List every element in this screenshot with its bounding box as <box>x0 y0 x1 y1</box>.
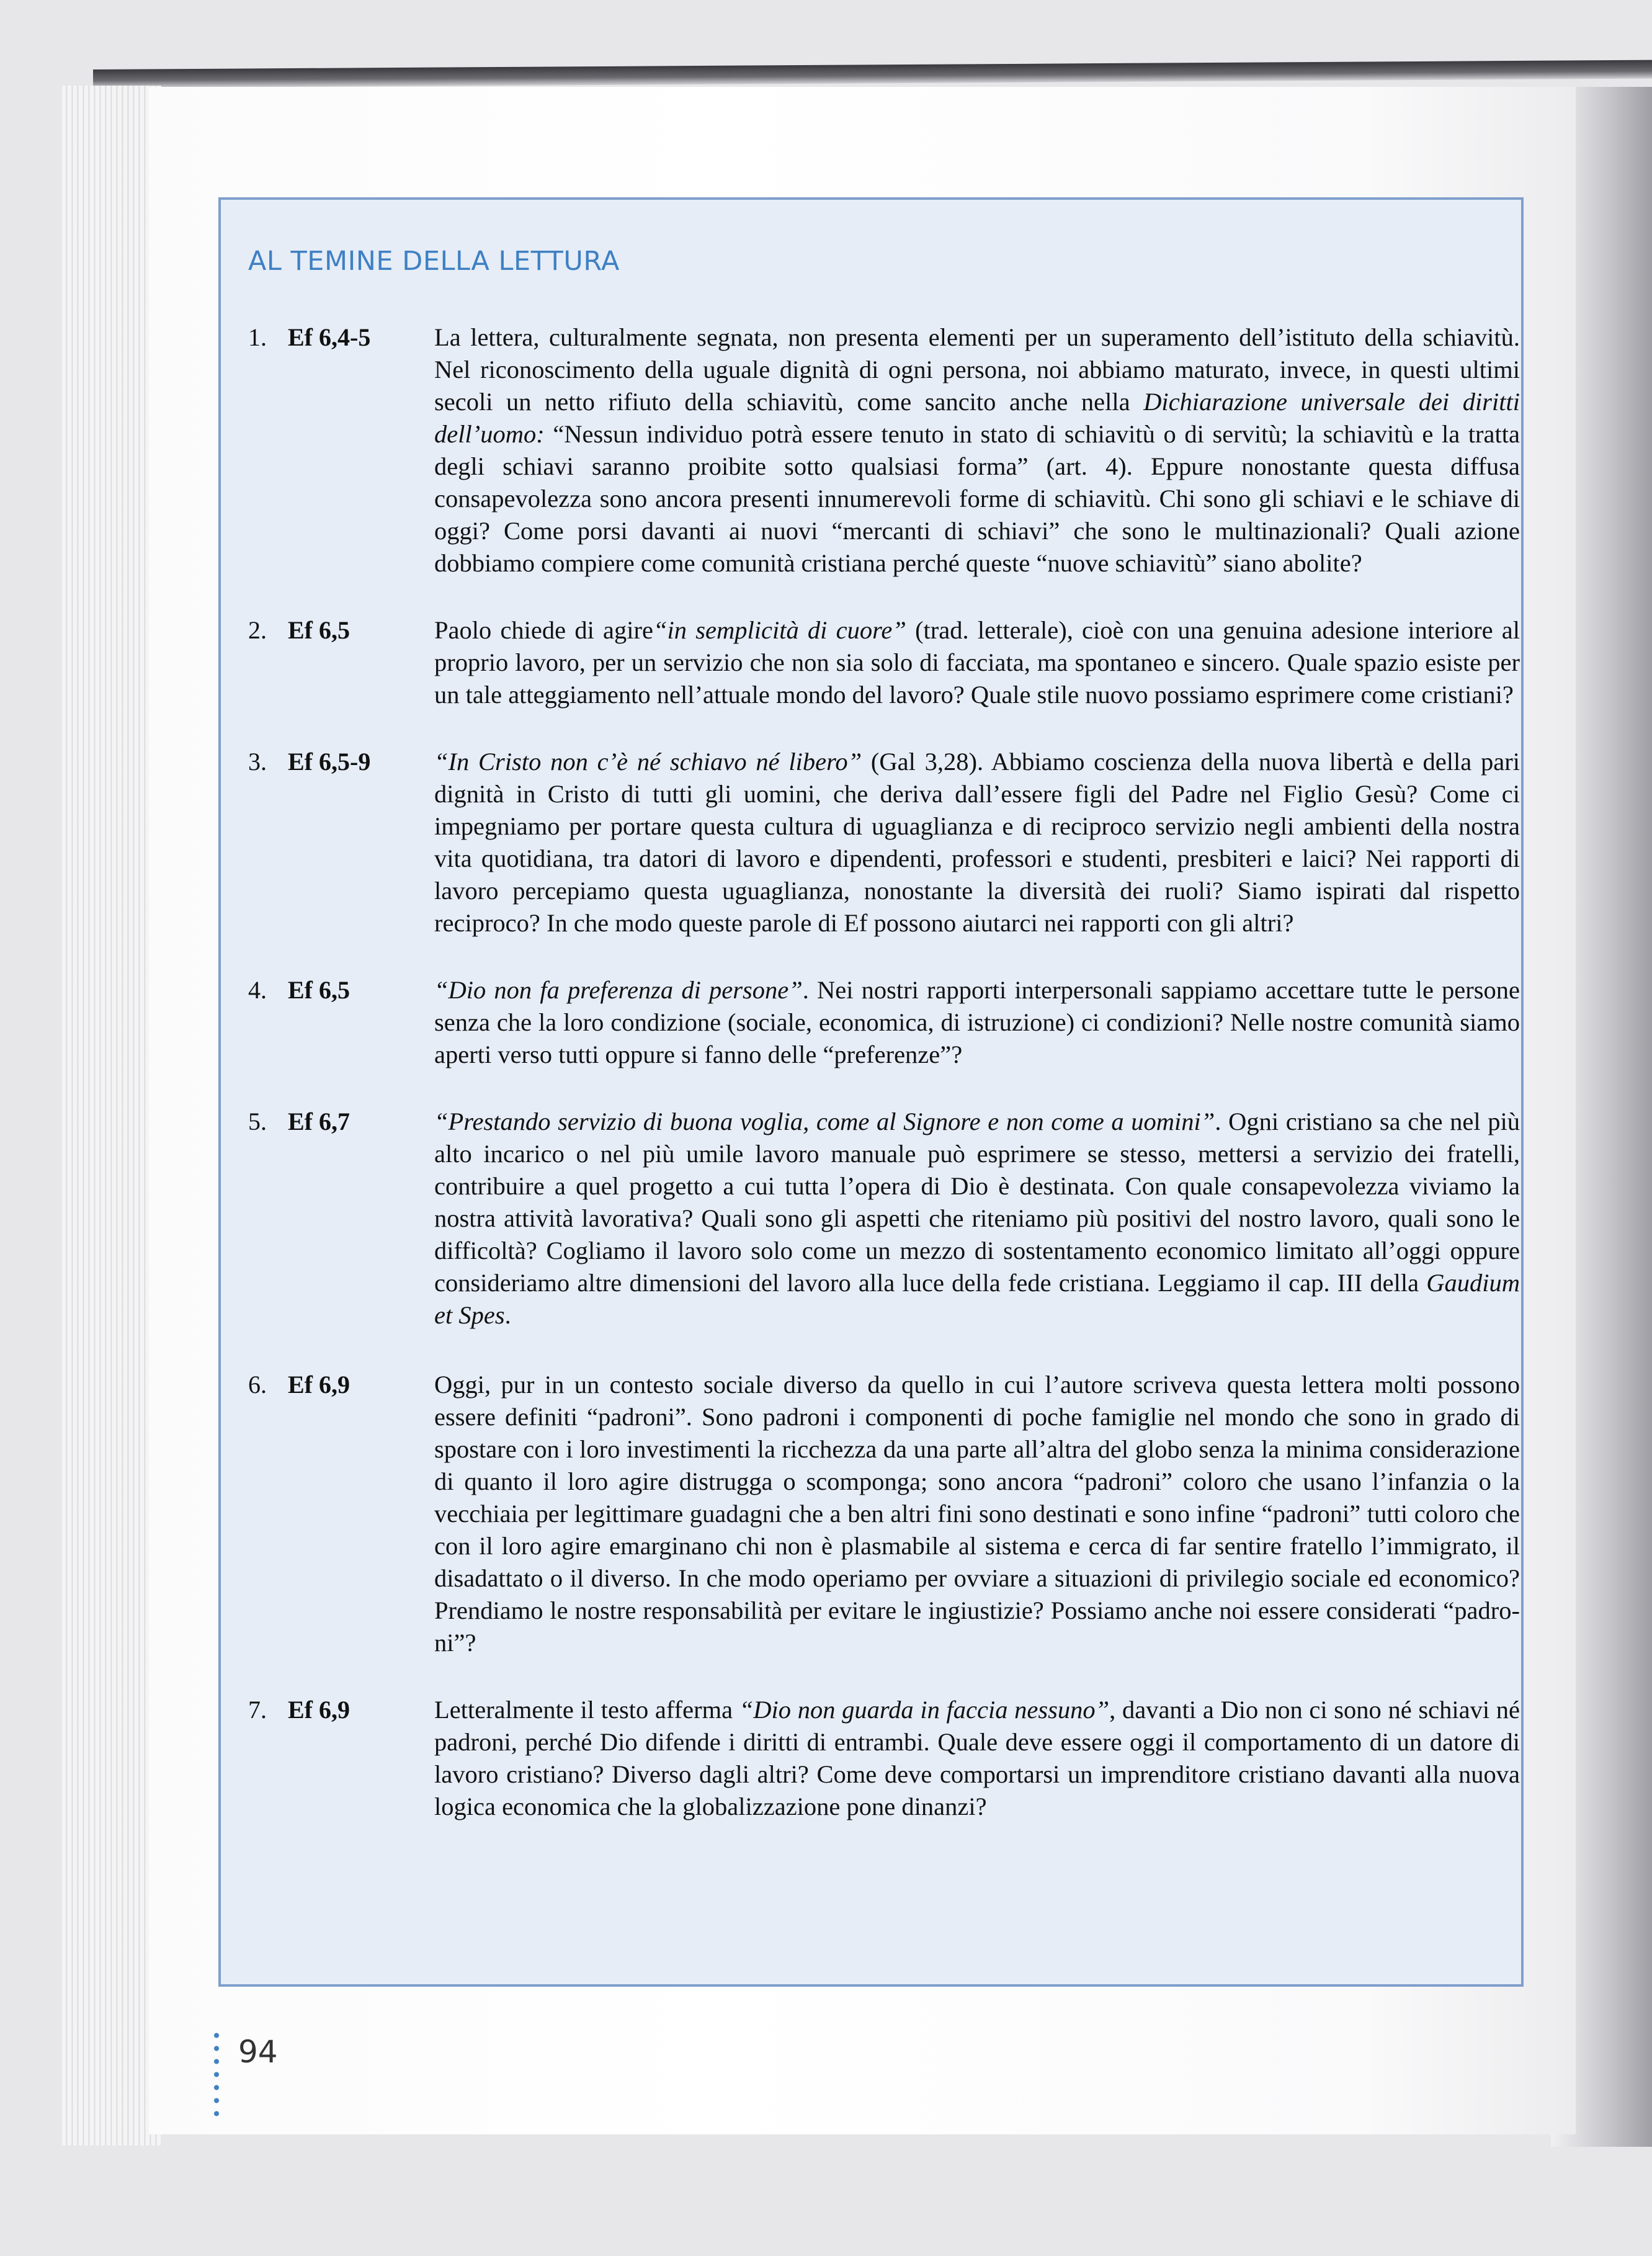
entry-reference: Ef 6,9 <box>288 1696 350 1724</box>
entry-1 <box>248 321 1524 580</box>
entry-number: 6. <box>248 1371 267 1399</box>
entry-text <box>434 974 1520 1071</box>
text-segment: Letteralmente il testo afferma <box>434 1696 739 1724</box>
entry-7 <box>248 1694 1524 1823</box>
italic-text-segment: “Dio non fa preferenza di persone” <box>434 976 803 1004</box>
entry-4 <box>248 974 1524 1071</box>
entry-reference: Ef 6,7 <box>288 1108 350 1135</box>
entry-3 <box>248 746 1524 939</box>
text-segment: (trad. letterale), cioè con una genuina adesione interiore al proprio lavoro, per un servizio che non sia solo di facciata, ma spontaneo e sincero. Quale spazio esiste per un tale atteggiamento nell’attuale mondo del lavoro? Quale stile nuovo possiamo esprimere come cristiani? <box>434 616 1520 709</box>
italic-text-segment: Gaudium et Spes <box>434 1269 1520 1329</box>
text-segment: , davanti a Dio non ci sono né schiavi né padroni, perché Dio difende i diritti di entrambi. Quale deve essere oggi il comportamento di un datore di lavoro cristiano? Diverso dagli altri? Come deve comportarsi un imprenditore cristiano davanti alla nuova logica economica che la globalizzazione pone dinanzi? <box>434 1696 1520 1820</box>
page-number: 94 <box>238 2034 278 2070</box>
entry-reference: Ef 6,4-5 <box>288 323 371 351</box>
text-segment: “Nessun individuo potrà essere tenuto in stato di schiavitù o di servitù; la schiavitù e la tratta degli schiavi saranno proibite sotto qualsiasi forma” (art. 4). Eppure nonostante questa diffusa consapevolezza sono ancora presenti innumerevoli forme di schiavitù. Chi sono gli schiavi e le schiave di oggi? Come porsi davanti ai nuovi “mercanti di schiavi” che sono le multinazionali? Quali azione dobbiamo compiere come comunità cristiana perché queste “nuove schiavitù” siano abolite? <box>434 420 1520 577</box>
entry-reference: Ef 6,5 <box>288 616 350 644</box>
entry-2 <box>248 614 1524 711</box>
entry-number: 2. <box>248 616 267 644</box>
italic-text-segment: “Dio non guarda in faccia nessuno” <box>739 1696 1110 1724</box>
text-segment: . Ogni cristiano sa che nel più alto incarico o nel più umile lavoro manuale può esprimere se stesso, mettersi a servizio dei fratelli, contribuire a quel progetto a cui tutta l’opera di Dio è destinata. Con quale consapevolezza viviamo la nostra attività lavorativa? Quali sono gli aspetti che riteniamo più positivi del nostro lavoro, quali sono le difficoltà? Cogliamo il lavoro solo come un mezzo di sostentamento economico limitato all’oggi oppure consideriamo altre dimensioni del lavoro alla luce della fede cristiana. Leggiamo il cap. III della <box>434 1108 1520 1297</box>
entry-text <box>434 1106 1520 1332</box>
text-segment: . <box>504 1301 511 1329</box>
entry-6 <box>248 1369 1524 1659</box>
entry-number: 5. <box>248 1108 267 1135</box>
entry-5 <box>248 1106 1524 1332</box>
entry-text <box>434 321 1520 580</box>
entry-number: 1. <box>248 323 267 351</box>
entry-text <box>434 1369 1520 1659</box>
text-segment: Oggi, pur in un contesto sociale diverso da quello in cui l’autore scriveva questa lettera molti possono essere definiti “padroni”. Sono padroni i componenti di poche famiglie nel mondo che sono in grado di spostare con i loro investimenti la ricchezza da una parte all’altra del globo senza la minima considerazione di quanto il loro agire distrugga o scomponga; sono ancora “padroni” coloro che usano l’infanzia o la vecchiaia per legittimare guadagni che a ben altri fini sono destinati e sono infine “padroni” tutti coloro che con il loro agire emarginano chi non è plasmabile al sistema e cerca di far sentire fratello l’immigrato, il disadattato o il diverso. In che modo operiamo per ovviare a situazioni di privilegio sociale ed economico? Prendiamo le nostre responsabilità per evitare le ingiustizie? Possiamo anche noi essere considerati “padroni”? <box>434 1371 1520 1657</box>
text-segment: (Gal 3,28). Abbiamo coscienza della nuova libertà e della pari dignità in Cristo di tutti gli uomini, che deriva dall’essere figli del Padre nel Figlio Gesù? Come ci impegniamo per portare questa cultura di uguaglianza e di reciproco servizio negli ambienti della nostra vita quotidiana, tra datori di lavoro e dipendenti, professori e studenti, presbiteri e laici? Nei rapporti di lavoro percepiamo questa uguaglianza, nonostante la diversità dei ruoli? Siamo ispirati dal rispetto reciproco? In che modo queste parole di Ef possono aiutarci nei rapporti con gli altri? <box>434 748 1520 937</box>
italic-text-segment: “In Cristo non c’è né schiavo né libero” <box>434 748 862 776</box>
italic-text-segment: “Prestando servizio di buona voglia, come al Signore e non come a uomini” <box>434 1108 1215 1135</box>
dotted-rule <box>213 2029 220 2122</box>
page-edges <box>62 86 161 2146</box>
italic-text-segment: “in semplicità di cuore” <box>653 616 906 644</box>
entry-text <box>434 614 1520 711</box>
entry-text <box>434 1694 1520 1823</box>
page-footer <box>213 2023 337 2122</box>
text-segment: La lettera, culturalmente segnata, non presenta elementi per un superamento dell’istituto della schiavitù. Nel riconoscimento della uguale dignità di ogni persona, noi abbiamo maturato, invece, in questi ultimi secoli un netto rifiuto della schiavitù, come sancito anche nella <box>434 323 1520 416</box>
book-top-edge <box>93 60 1652 88</box>
entry-reference: Ef 6,5-9 <box>288 748 371 776</box>
entry-number: 4. <box>248 976 267 1004</box>
text-segment: Paolo chiede di agire <box>434 616 653 644</box>
entry-text <box>434 746 1520 939</box>
text-segment: . Nei nostri rapporti interpersonali sappiamo accettare tutte le persone senza che la loro condizione (sociale, economica, di istruzione) ci condizioni? Nelle nostre comunità siamo aperti verso tutti oppure si fanno delle “preferenze”? <box>434 976 1520 1068</box>
italic-text-segment: Dichiarazione universale dei diritti dell’uomo: <box>434 388 1520 448</box>
entries-list <box>248 321 1524 1858</box>
entry-reference: Ef 6,5 <box>288 976 350 1004</box>
entry-number: 7. <box>248 1696 267 1724</box>
entry-reference: Ef 6,9 <box>288 1371 350 1399</box>
panel-title: AL TEMINE DELLA LETTURA <box>248 246 620 277</box>
entry-number: 3. <box>248 748 267 776</box>
